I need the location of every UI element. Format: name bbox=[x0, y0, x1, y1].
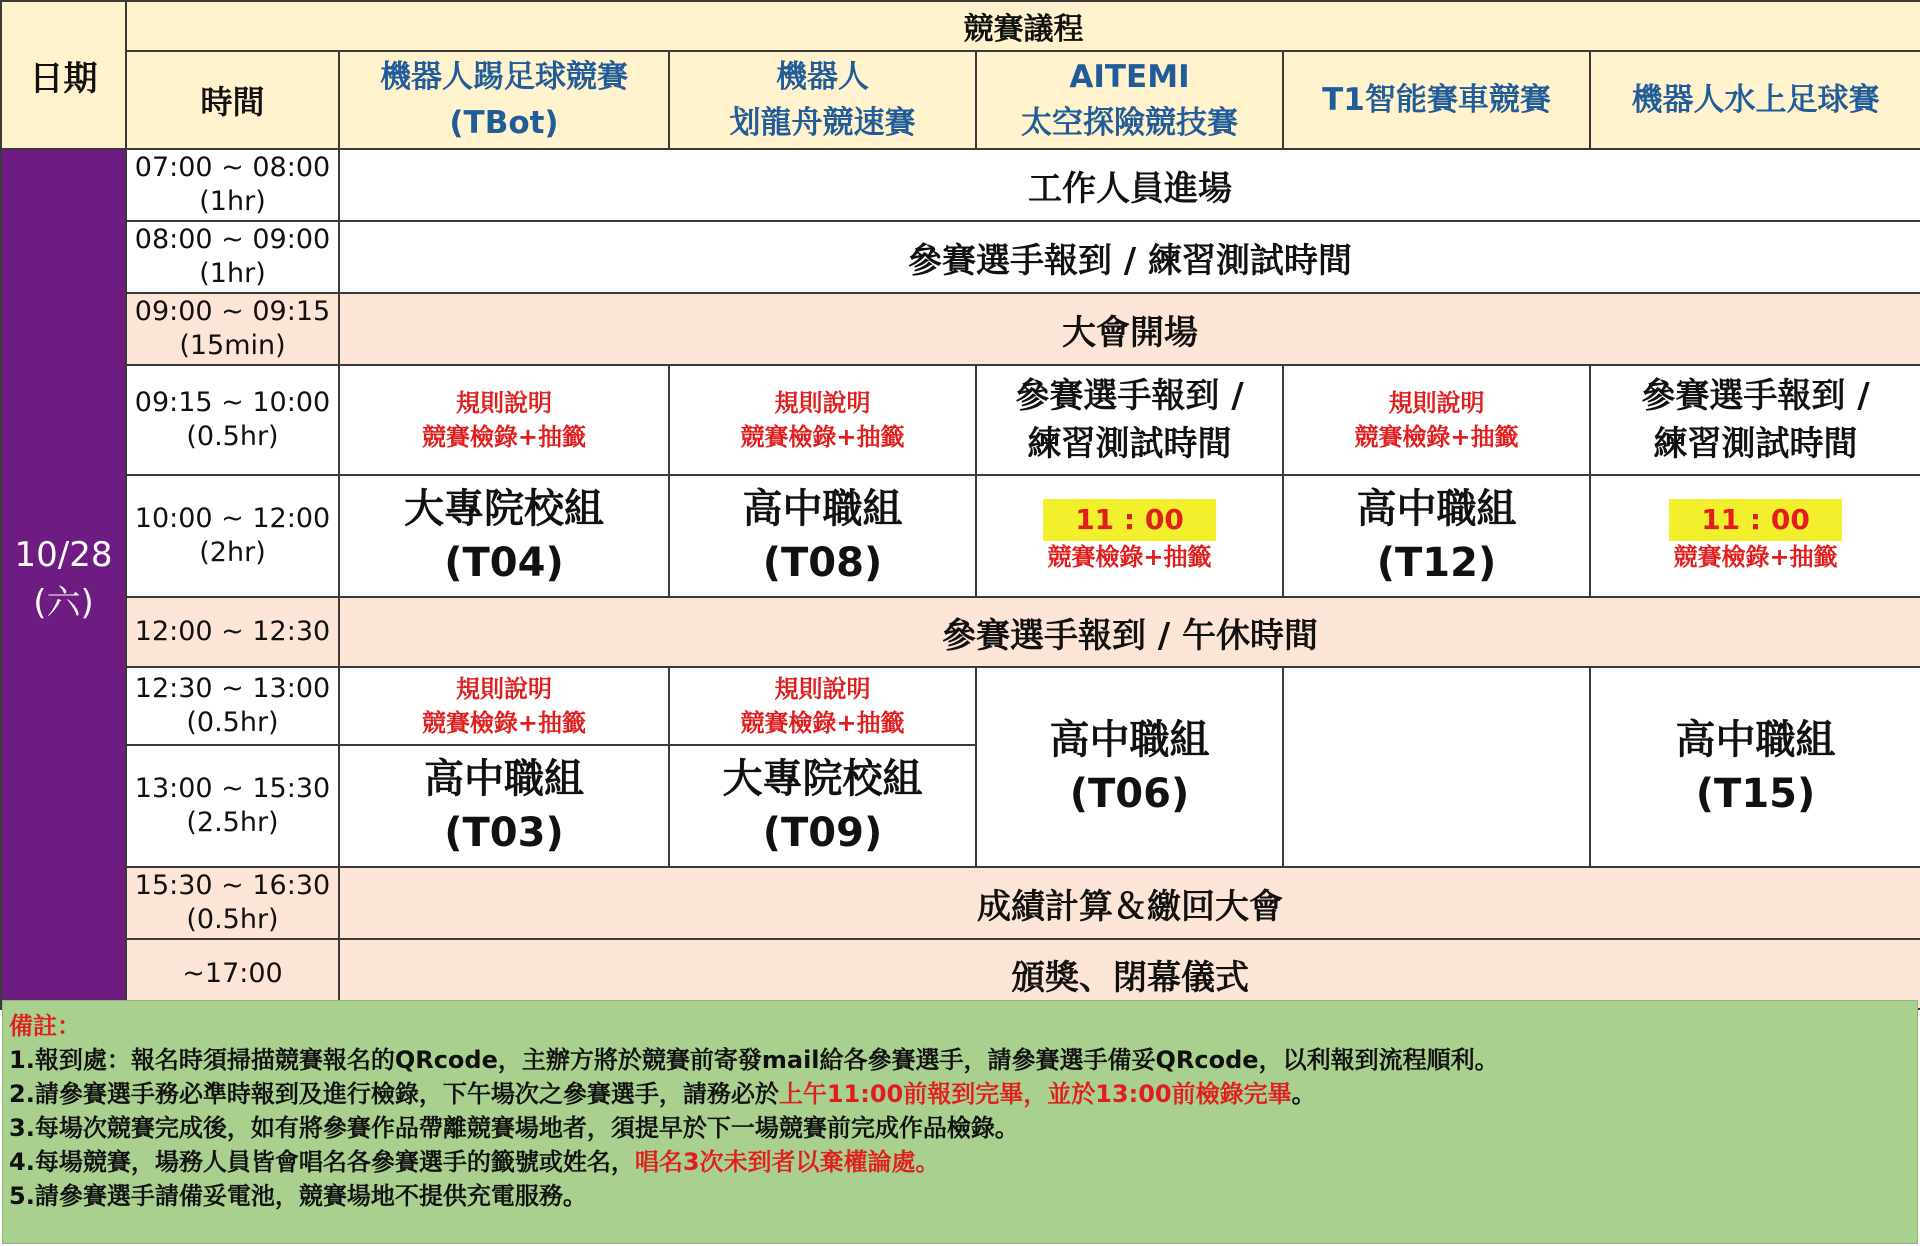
competition-name: AITEMI bbox=[1069, 59, 1190, 95]
group-t09 bbox=[669, 745, 976, 867]
group-t04 bbox=[339, 475, 669, 597]
awards-cell: 頒獎、閉幕儀式 bbox=[339, 939, 1920, 1009]
practice-aitemi bbox=[976, 365, 1283, 475]
rule-subtitle: 競賽檢錄+抽籤 bbox=[421, 423, 587, 451]
checkin-practice-cell: 參賽選手報到 / 練習測試時間 bbox=[339, 221, 1920, 293]
opening-cell: 大會開場 bbox=[339, 293, 1920, 365]
notes-panel bbox=[2, 1000, 1918, 1244]
empty-cell-t1-racing bbox=[1283, 667, 1590, 867]
note-4 bbox=[9, 1145, 1911, 1179]
practice-line1: 參賽選手報到 / bbox=[1015, 376, 1244, 416]
competition-subname: 太空探險競技賽 bbox=[1021, 105, 1238, 141]
group-t08 bbox=[669, 475, 976, 597]
rule-notice-dragon-boat bbox=[669, 365, 976, 475]
checkin-time-chip: 11 : 00 bbox=[1669, 499, 1842, 541]
group-code: (T08) bbox=[762, 540, 883, 586]
time-duration: (2hr) bbox=[199, 537, 266, 568]
rule-notice-tbot bbox=[339, 365, 669, 475]
competition-name: 機器人 bbox=[776, 59, 869, 95]
time-duration: (2.5hr) bbox=[186, 807, 279, 838]
time-slot bbox=[126, 149, 339, 221]
time-slot bbox=[126, 475, 339, 597]
checkin-time-chip: 11 : 00 bbox=[1043, 499, 1216, 541]
time-range: 15:30 ~ 16:30 bbox=[134, 870, 331, 901]
rule-subtitle: 競賽檢錄+抽籤 bbox=[740, 709, 905, 737]
competition-header-aitemi bbox=[976, 51, 1283, 149]
competition-header-tbot bbox=[339, 51, 669, 149]
group-name: 高中職組 bbox=[1049, 717, 1210, 763]
date-cell bbox=[1, 149, 126, 1009]
competition-subname: (TBot) bbox=[449, 105, 559, 141]
group-name: 高中職組 bbox=[1675, 717, 1836, 763]
note-3: 3.每場次競賽完成後，如有將參賽作品帶離競賽場地者，須提早於下一場競賽前完成作品檢錄。 bbox=[9, 1114, 1019, 1142]
time-slot bbox=[126, 365, 339, 475]
time-range: 12:00 ~ 12:30 bbox=[134, 616, 331, 647]
rule-subtitle: 競賽檢錄+抽籤 bbox=[421, 709, 587, 737]
rule-title: 規則說明 bbox=[1388, 389, 1485, 417]
schedule-title: 競賽議程 bbox=[126, 1, 1920, 51]
practice-line1: 參賽選手報到 / bbox=[1641, 376, 1870, 416]
time-slot bbox=[126, 745, 339, 867]
time-range: 08:00 ~ 09:00 bbox=[134, 224, 331, 255]
note-4-text: 4.每場競賽，場務人員皆會唱名各參賽選手的籤號或姓名， bbox=[9, 1148, 635, 1176]
note-2-highlight: 上午11:00前報到完畢，並於13:00前檢錄完畢 bbox=[778, 1080, 1292, 1108]
group-code: (T04) bbox=[444, 540, 564, 586]
time-duration: (0.5hr) bbox=[186, 707, 279, 738]
time-range: 09:00 ~ 09:15 bbox=[134, 296, 331, 327]
group-code: (T06) bbox=[1069, 771, 1190, 817]
time-range: 12:30 ~ 13:00 bbox=[134, 673, 331, 704]
time-duration: (1hr) bbox=[199, 258, 266, 289]
practice-water-soccer bbox=[1590, 365, 1920, 475]
competition-subname: 划龍舟競速賽 bbox=[729, 105, 916, 141]
practice-line2: 練習測試時間 bbox=[1027, 424, 1232, 464]
rule-subtitle: 競賽檢錄+抽籤 bbox=[1354, 423, 1519, 451]
date-value: 10/28 bbox=[14, 535, 113, 575]
scoring-cell: 成績計算＆繳回大會 bbox=[339, 867, 1920, 939]
time-slot bbox=[126, 667, 339, 745]
time-duration: (1hr) bbox=[199, 186, 266, 217]
group-t15 bbox=[1590, 667, 1920, 867]
time-slot bbox=[126, 597, 339, 667]
group-name: 高中職組 bbox=[742, 486, 903, 532]
time-slot bbox=[126, 221, 339, 293]
group-code: (T12) bbox=[1376, 540, 1497, 586]
competition-header-dragon-boat bbox=[669, 51, 976, 149]
notes-title: 備註： bbox=[9, 1012, 81, 1040]
time-slot bbox=[126, 293, 339, 365]
rule-title: 規則說明 bbox=[456, 675, 552, 703]
time-range: 13:00 ~ 15:30 bbox=[134, 773, 331, 804]
competition-header-water-soccer bbox=[1590, 51, 1920, 149]
checkin-lunch-cell: 參賽選手報到 / 午休時間 bbox=[339, 597, 1920, 667]
competition-name: 機器人踢足球競賽 bbox=[380, 59, 628, 95]
group-code: (T09) bbox=[762, 810, 883, 856]
rule-title: 規則說明 bbox=[774, 675, 871, 703]
staff-entry-cell: 工作人員進場 bbox=[339, 149, 1920, 221]
note-4-highlight: 唱名3次未到者以棄權論處。 bbox=[634, 1148, 940, 1176]
rule-subtitle: 競賽檢錄+抽籤 bbox=[740, 423, 905, 451]
time-range: ~17:00 bbox=[182, 958, 283, 989]
group-code: (T15) bbox=[1695, 771, 1816, 817]
competition-header-t1-racing bbox=[1283, 51, 1590, 149]
note-2-text: 2.請參賽選手務必準時報到及進行檢錄，下午場次之參賽選手，請務必於 bbox=[9, 1080, 779, 1108]
checkin-time-note: 競賽檢錄+抽籤 bbox=[1673, 543, 1838, 571]
note-2 bbox=[9, 1077, 1911, 1111]
group-name: 高中職組 bbox=[424, 756, 584, 802]
weekday-value: (六) bbox=[33, 583, 94, 623]
time-range: 07:00 ~ 08:00 bbox=[134, 152, 331, 183]
date-header: 日期 bbox=[1, 1, 126, 149]
group-t06 bbox=[976, 667, 1283, 867]
rule-title: 規則說明 bbox=[456, 389, 552, 417]
group-t12 bbox=[1283, 475, 1590, 597]
group-t03 bbox=[339, 745, 669, 867]
practice-line2: 練習測試時間 bbox=[1653, 424, 1858, 464]
time-header: 時間 bbox=[126, 51, 339, 149]
group-name: 大專院校組 bbox=[722, 756, 923, 802]
rule-title: 規則說明 bbox=[774, 389, 871, 417]
group-name: 大專院校組 bbox=[404, 486, 604, 532]
time-duration: (0.5hr) bbox=[186, 421, 279, 452]
rule-notice-tbot-pm bbox=[339, 667, 669, 745]
checkin-time-note: 競賽檢錄+抽籤 bbox=[1047, 543, 1212, 571]
group-name: 高中職組 bbox=[1356, 486, 1517, 532]
time-range: 09:15 ~ 10:00 bbox=[134, 387, 331, 418]
competition-name: 機器人水上足球賽 bbox=[1631, 82, 1880, 118]
note-1: 1.報到處：報名時須掃描競賽報名的QRcode，主辦方將於競賽前寄發mail給各參賽選手，請參賽選手備妥QRcode，以利報到流程順利。 bbox=[9, 1046, 1499, 1074]
checkin-time-aitemi bbox=[976, 475, 1283, 597]
time-slot bbox=[126, 867, 339, 939]
rule-notice-dragon-boat-pm bbox=[669, 667, 976, 745]
time-duration: (15min) bbox=[179, 330, 286, 361]
group-code: (T03) bbox=[444, 810, 564, 856]
note-2-end: 。 bbox=[1291, 1080, 1316, 1108]
time-duration: (0.5hr) bbox=[186, 904, 279, 935]
note-5: 5.請參賽選手請備妥電池，競賽場地不提供充電服務。 bbox=[9, 1182, 587, 1210]
checkin-time-water-soccer bbox=[1590, 475, 1920, 597]
competition-name: T1智能賽車競賽 bbox=[1322, 82, 1551, 118]
time-slot bbox=[126, 939, 339, 1009]
rule-notice-t1-racing bbox=[1283, 365, 1590, 475]
time-range: 10:00 ~ 12:00 bbox=[134, 503, 331, 534]
